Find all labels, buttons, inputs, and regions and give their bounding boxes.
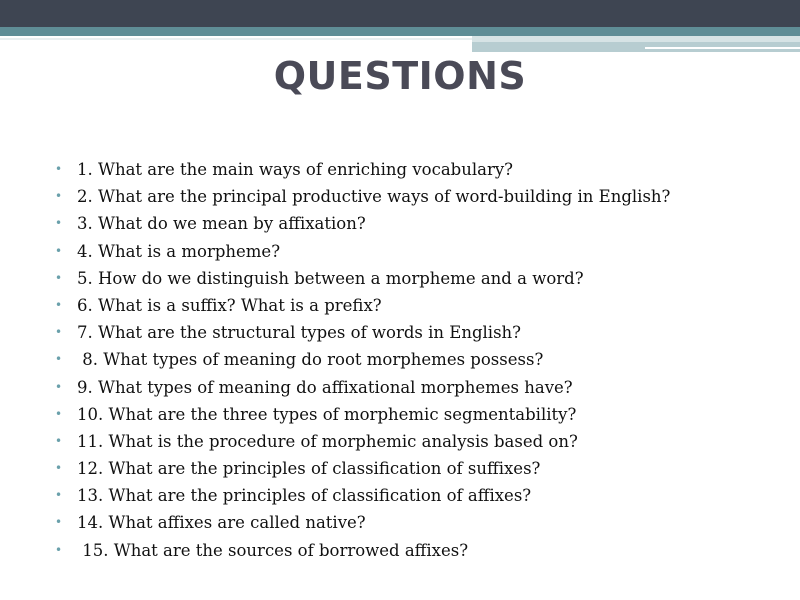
header-accent-line: [645, 47, 800, 49]
bullet-icon: •: [55, 216, 63, 231]
bullet-icon: •: [55, 325, 63, 340]
bullet-icon: •: [55, 461, 63, 476]
question-item: [52, 401, 772, 428]
question-item: [52, 265, 772, 292]
header-divider-line: [0, 38, 472, 40]
header-band-dark: [0, 0, 800, 27]
question-list: [52, 156, 772, 564]
question-text: 8. What types of meaning do root morphemes possess?: [77, 350, 544, 370]
question-text: 15. What are the sources of borrowed affixes?: [77, 540, 469, 560]
slide-title: QUESTIONS: [273, 54, 527, 98]
question-text: 6. What is a suffix? What is a prefix?: [77, 295, 382, 315]
bullet-icon: •: [55, 352, 63, 367]
bullet-icon: •: [55, 243, 63, 258]
question-text: 9. What types of meaning do affixational morphemes have?: [77, 377, 573, 397]
bullet-icon: •: [55, 379, 63, 394]
question-text: 5. How do we distinguish between a morpheme and a word?: [77, 268, 584, 288]
bullet-icon: •: [55, 433, 63, 448]
question-item: [52, 374, 772, 401]
question-item: [52, 537, 772, 564]
question-text: 10. What are the three types of morphemic segmentability?: [77, 404, 577, 424]
question-item: [52, 292, 772, 319]
question-text: 2. What are the principal productive ways of word-building in English?: [77, 187, 671, 207]
bullet-icon: •: [55, 189, 63, 204]
question-text: 13. What are the principles of classification of affixes?: [77, 486, 532, 506]
header-band-teal: [0, 27, 800, 36]
question-text: 3. What do we mean by affixation?: [77, 214, 366, 234]
question-text: 14. What affixes are called native?: [77, 513, 366, 533]
question-item: [52, 319, 772, 346]
question-item: [52, 210, 772, 237]
question-item: [52, 509, 772, 536]
question-item: [52, 156, 772, 183]
question-item: [52, 428, 772, 455]
bullet-icon: •: [55, 542, 63, 557]
question-text: 4. What is a morpheme?: [77, 241, 281, 261]
question-item: [52, 455, 772, 482]
bullet-icon: •: [55, 488, 63, 503]
bullet-icon: •: [55, 515, 63, 530]
question-item: [52, 346, 772, 373]
question-text: 11. What is the procedure of morphemic analysis based on?: [77, 431, 578, 451]
question-text: 7. What are the structural types of words in English?: [77, 323, 522, 343]
question-item: [52, 482, 772, 509]
question-text: 1. What are the main ways of enriching vocabulary?: [77, 160, 514, 179]
bullet-icon: •: [55, 162, 63, 176]
question-text: 12. What are the principles of classification of suffixes?: [77, 459, 541, 479]
bullet-icon: •: [55, 297, 63, 312]
header-band-highlight: [472, 36, 800, 42]
question-item: [52, 183, 772, 210]
bullet-icon: •: [55, 270, 63, 285]
question-item: [52, 238, 772, 265]
bullet-icon: •: [55, 406, 63, 421]
